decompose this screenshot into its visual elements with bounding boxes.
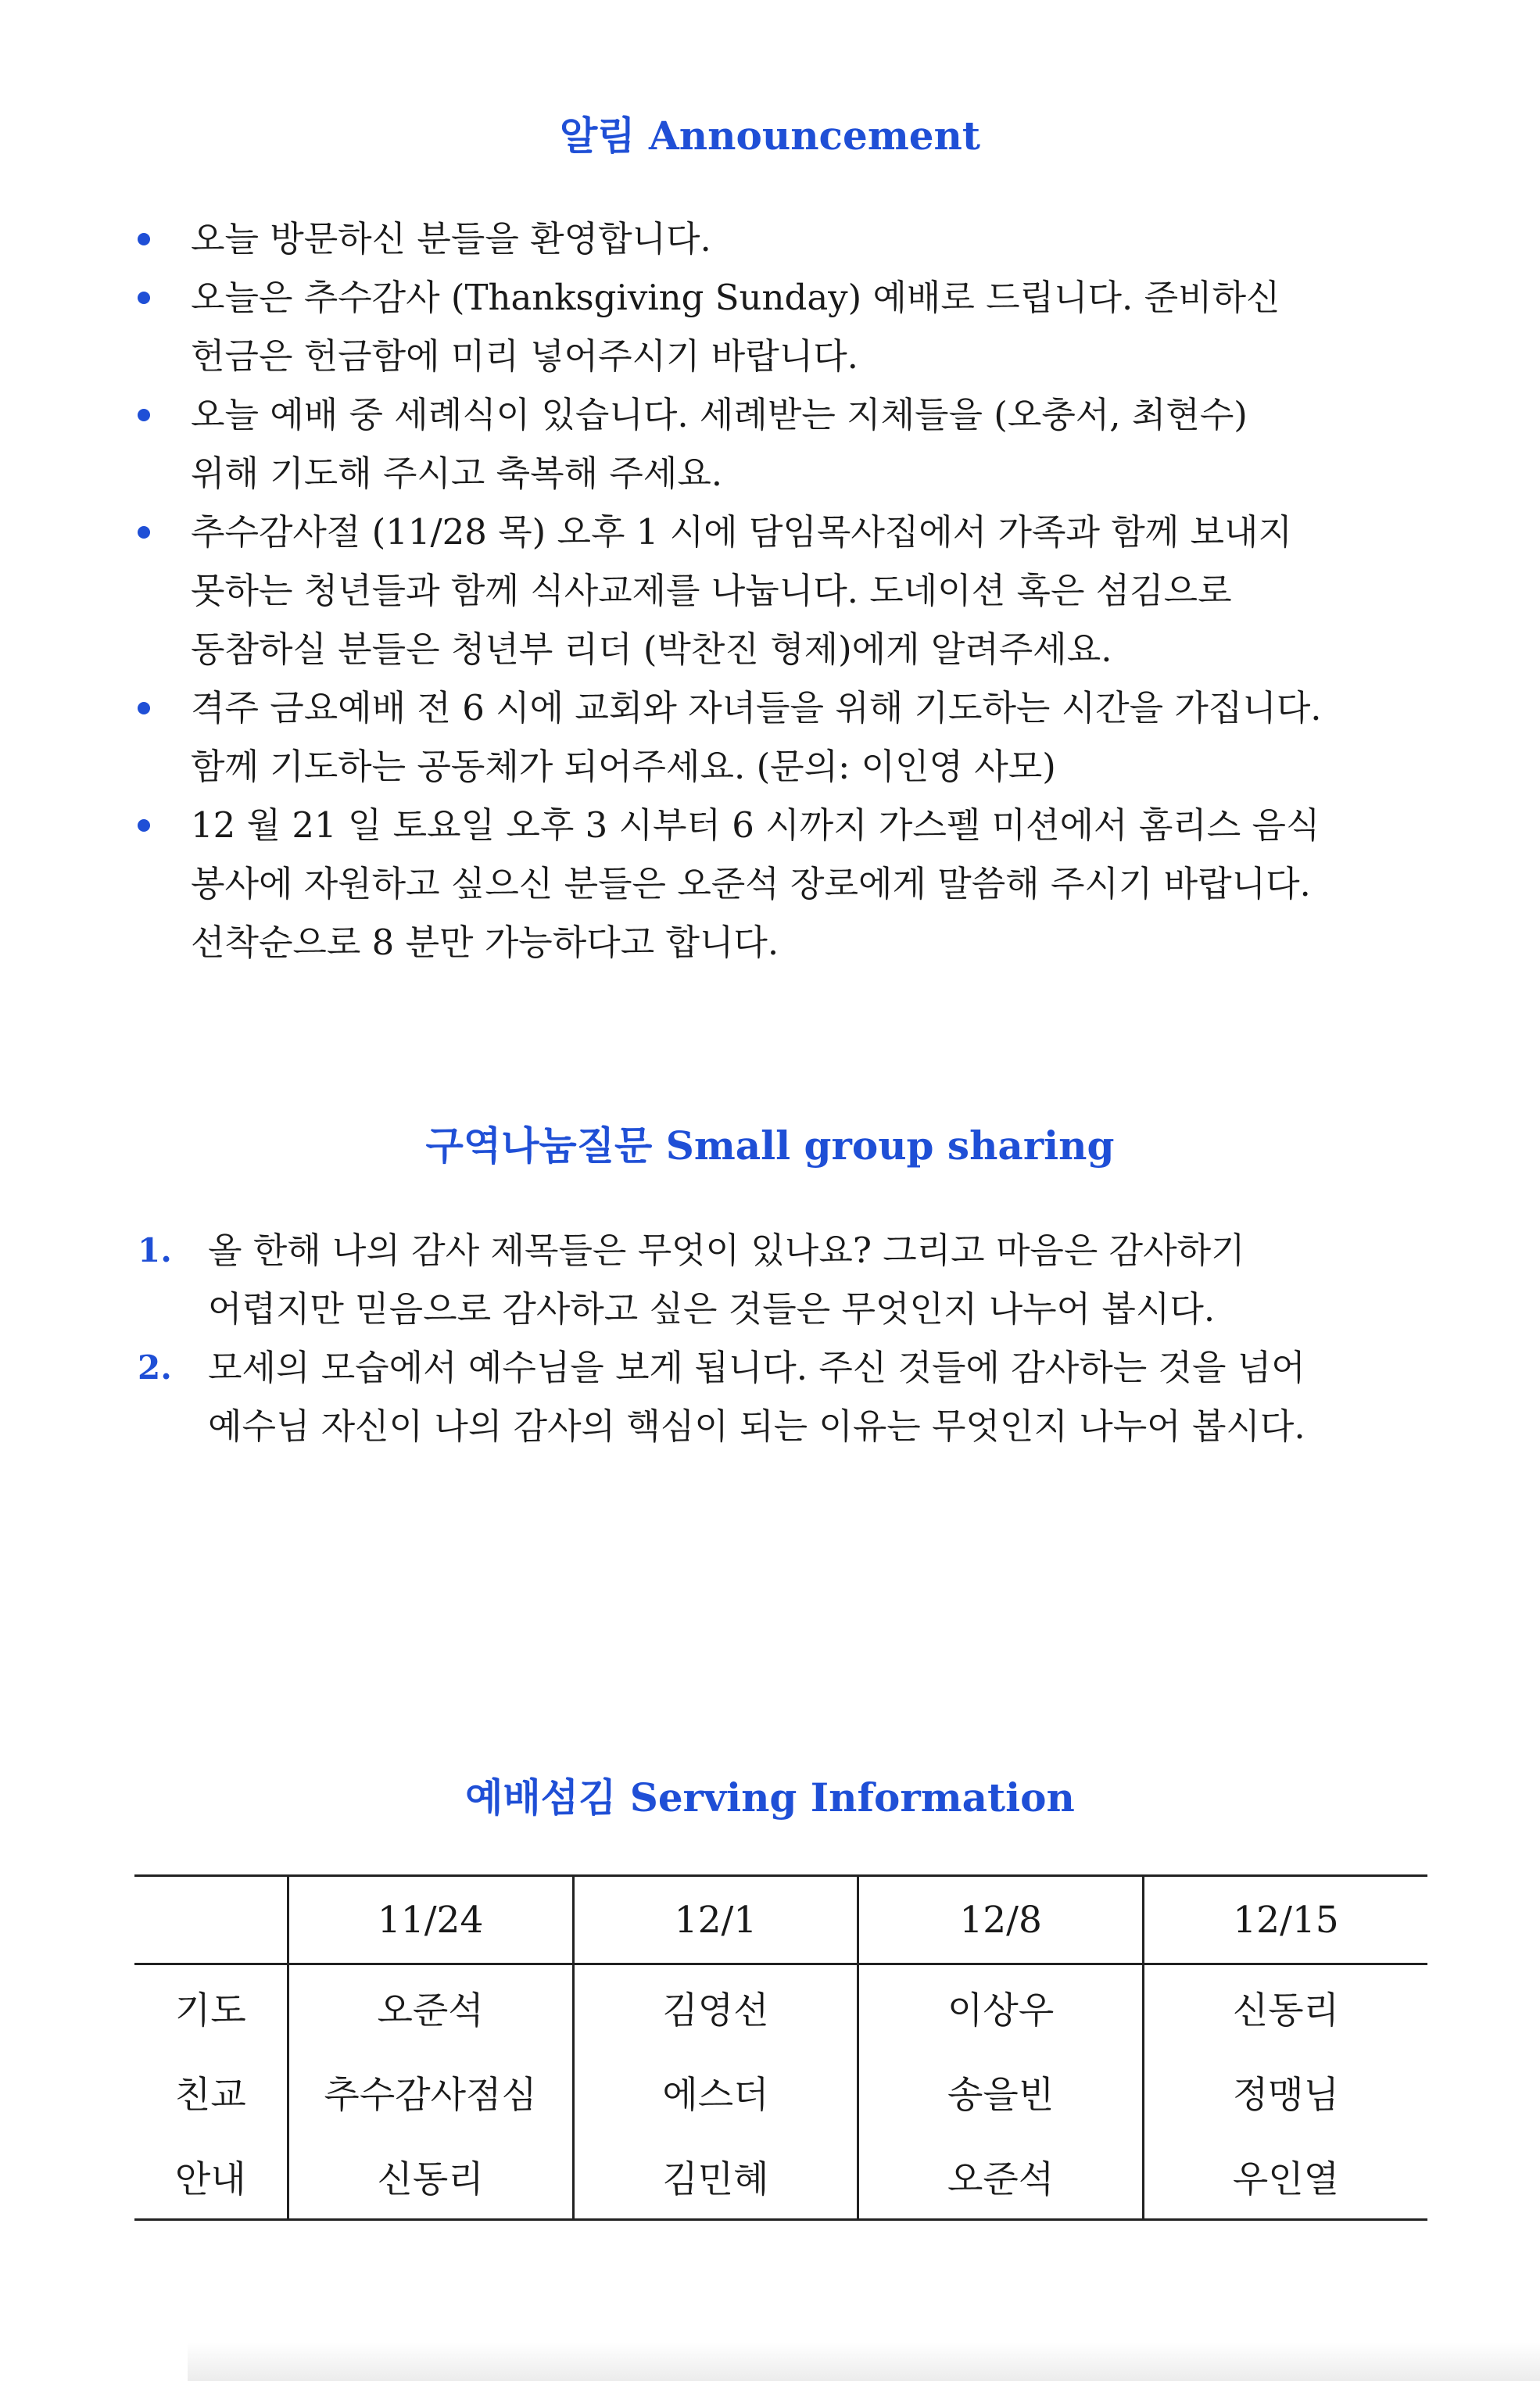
role-cell: 안내 bbox=[134, 2134, 288, 2220]
announcement-line: 오늘은 추수감사 (Thanksgiving Sunday) 예배로 드립니다. 준비하신 bbox=[191, 277, 1280, 318]
serving-title: 예배섬김 Serving Information bbox=[465, 1774, 1075, 1821]
question-line: 예수님 자신이 나의 감사의 핵심이 되는 이유는 무엇인지 나누어 봅시다. bbox=[208, 1405, 1305, 1447]
page-shadow bbox=[188, 2342, 1540, 2381]
question-item bbox=[138, 1338, 1420, 1455]
announcement-line: 격주 금요예배 전 6 시에 교회와 자녀들을 위해 기도하는 시간을 가집니다. bbox=[191, 687, 1322, 729]
header-cell-date: 12/1 bbox=[573, 1876, 858, 1964]
announcement-line: 헌금은 헌금함에 미리 넣어주시기 바랍니다. bbox=[191, 335, 858, 377]
serving-cell: 송을빈 bbox=[858, 2050, 1144, 2134]
role-cell: 친교 bbox=[174, 2073, 246, 2117]
question-item bbox=[138, 1221, 1420, 1338]
serving-cell: 신동리 bbox=[288, 2134, 573, 2220]
table-row bbox=[134, 2134, 1427, 2220]
announcement-item bbox=[138, 678, 1420, 796]
announcement-line: 못하는 청년들과 함께 식사교제를 나눕니다. 도네이션 혹은 섬김으로 bbox=[191, 570, 1232, 611]
question-line: 올 한해 나의 감사 제목들은 무엇이 있나요? 그리고 마음은 감사하기 bbox=[208, 1230, 1245, 1271]
announcement-line: 동참하실 분들은 청년부 리더 (박찬진 형제)에게 알려주세요. bbox=[191, 628, 1112, 670]
announcement-item bbox=[138, 268, 1420, 385]
serving-cell: 정맹님 bbox=[1143, 2050, 1427, 2134]
question-line: 모세의 모습에서 예수님을 보게 됩니다. 주신 것들에 감사하는 것을 넘어 bbox=[208, 1347, 1305, 1388]
announcement-line: 위해 기도해 주시고 축복해 주세요. bbox=[191, 453, 723, 494]
table-row bbox=[134, 1964, 1427, 2050]
announcement-title: 알림 Announcement bbox=[560, 113, 980, 159]
serving-cell: 우인열 bbox=[1143, 2134, 1427, 2220]
bullet-icon bbox=[138, 819, 150, 832]
serving-cell: 김영선 bbox=[573, 1964, 858, 2050]
announcement-line: 12 월 21 일 토요일 오후 3 시부터 6 시까지 가스펠 미션에서 홈리스 음식 bbox=[191, 804, 1320, 846]
question-line: 어렵지만 믿음으로 감사하고 싶은 것들은 무엇인지 나누어 봅시다. bbox=[208, 1288, 1216, 1330]
announcement-line: 봉사에 자원하고 싶으신 분들은 오준석 장로에게 말씀해 주시기 바랍니다. bbox=[191, 863, 1311, 904]
announcement-item bbox=[138, 385, 1420, 503]
serving-cell: 신동리 bbox=[1143, 1964, 1427, 2050]
serving-cell: 오준석 bbox=[288, 1964, 573, 2050]
serving-cell: 에스더 bbox=[573, 2050, 858, 2134]
header-cell-date: 12/15 bbox=[1143, 1876, 1427, 1964]
header-cell-date: 12/8 bbox=[858, 1876, 1144, 1964]
announcement-line: 오늘 방문하신 분들을 환영합니다. bbox=[191, 218, 711, 260]
serving-table bbox=[134, 1874, 1427, 2221]
announcement-line: 오늘 예배 중 세례식이 있습니다. 세례받는 지체들을 (오충서, 최현수) bbox=[191, 394, 1248, 435]
serving-cell: 김민혜 bbox=[573, 2134, 858, 2220]
announcement-line: 선착순으로 8 분만 가능하다고 합니다. bbox=[191, 922, 779, 963]
bullet-icon bbox=[138, 233, 150, 245]
announcement-line: 함께 기도하는 공동체가 되어주세요. (문의: 이인영 사모) bbox=[191, 746, 1056, 787]
serving-cell: 오준석 bbox=[858, 2134, 1144, 2220]
announcement-item bbox=[138, 209, 1420, 268]
serving-cell: 추수감사점심 bbox=[288, 2050, 573, 2134]
header-cell-empty bbox=[134, 1876, 288, 1964]
serving-header-row bbox=[134, 1876, 1427, 1964]
header-cell-date: 11/24 bbox=[288, 1876, 573, 1964]
bullet-icon bbox=[138, 409, 150, 421]
announcement-list bbox=[138, 209, 1420, 972]
serving-cell: 이상우 bbox=[858, 1964, 1144, 2050]
bullet-icon bbox=[138, 292, 150, 304]
announcement-item bbox=[138, 796, 1420, 972]
question-number: 2. bbox=[138, 1348, 172, 1387]
small-group-list bbox=[138, 1221, 1420, 1455]
bullet-icon bbox=[138, 526, 150, 539]
announcement-line: 추수감사절 (11/28 목) 오후 1 시에 담임목사집에서 가족과 함께 보내지 bbox=[191, 511, 1292, 553]
table-row bbox=[134, 2050, 1427, 2134]
role-cell: 기도 bbox=[174, 1989, 246, 2032]
bullet-icon bbox=[138, 702, 150, 714]
small-group-title: 구역나눔질문 Small group sharing bbox=[425, 1122, 1115, 1169]
question-number: 1. bbox=[138, 1231, 172, 1269]
announcement-item bbox=[138, 503, 1420, 678]
